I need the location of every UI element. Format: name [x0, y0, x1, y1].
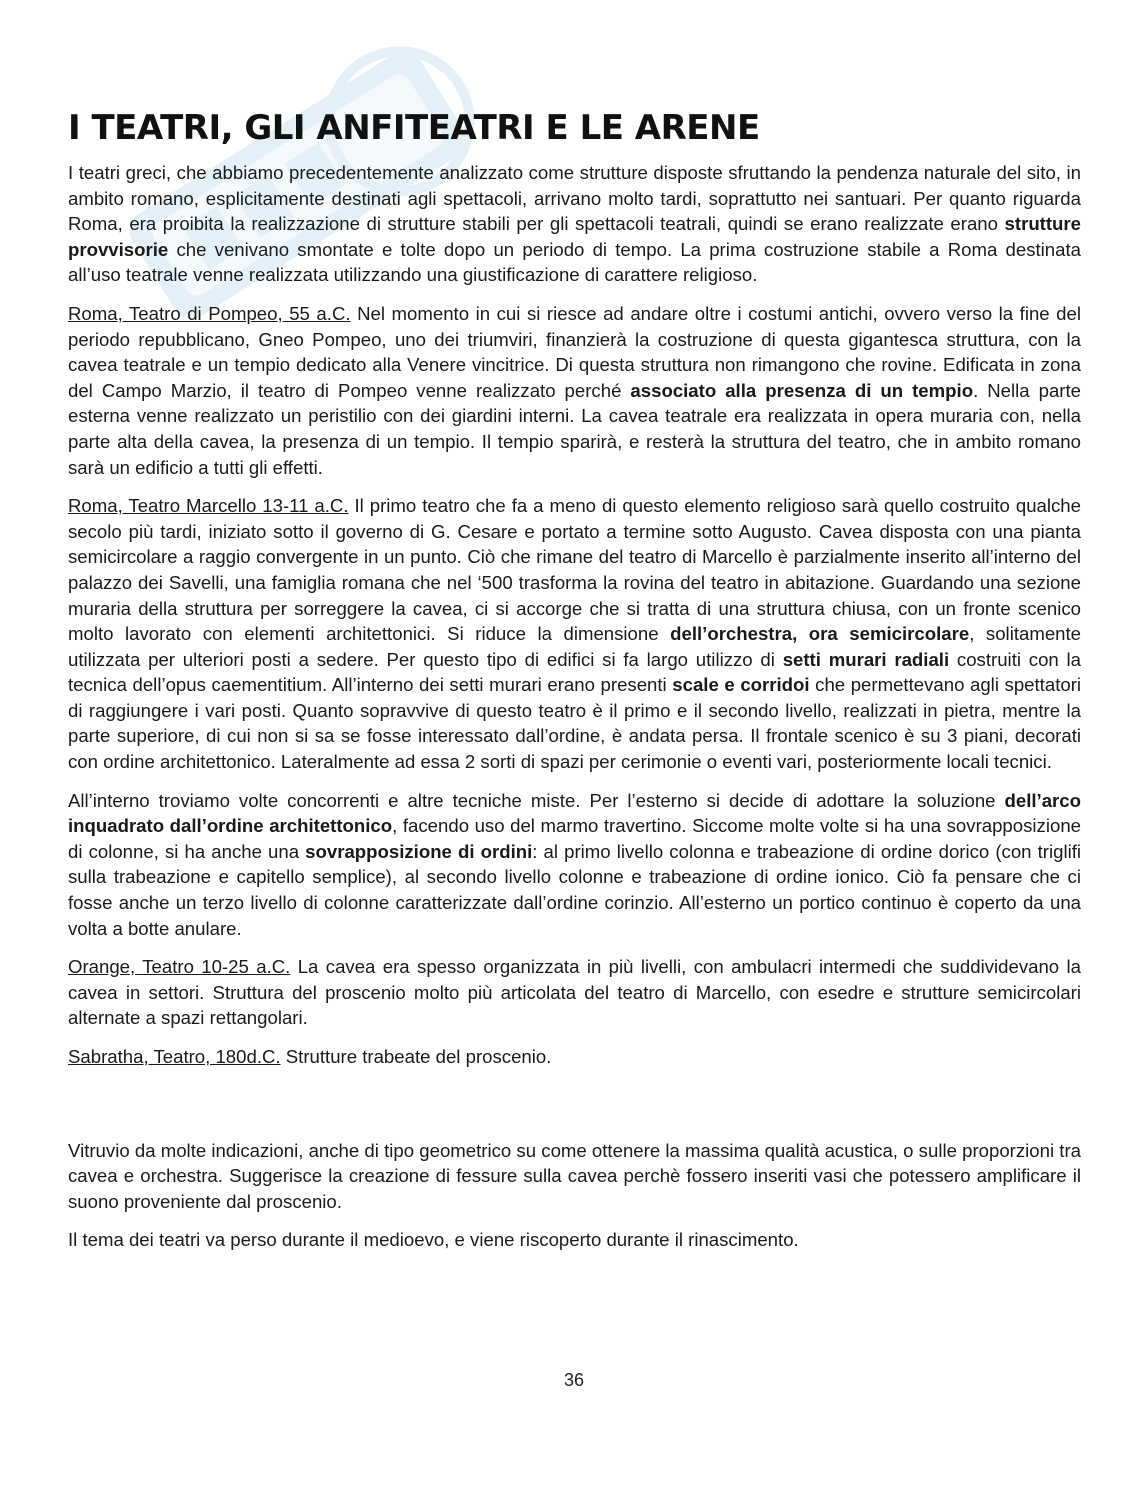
- page-number: 36: [563, 1370, 585, 1390]
- text: I teatri greci, che abbiamo precedentemente analizzato come strutture disposte sfruttando la pendenza naturale del sito, in ambito romano, esplicitamente destinati agli spettacoli, arrivano molto tardi, soprattutto nei santuari. Per quanto riguarda Roma, era proibita la realizzazione di strutture stabili per gli spettacoli teatrali, quindi se erano realizzate erano: [68, 162, 1081, 235]
- paragraph-orange: [68, 954, 1081, 1031]
- text: . Nella parte esterna venne realizzato un peristilio con dei giardini interni. La cavea teatrale era realizzata in opera muraria con, nella parte alta della cavea, la presenza di un tempio. Il tempio sparirà, e resterà la struttura del teatro, che in ambito romano sarà un edificio a tutti gli effetti.: [68, 379, 1081, 478]
- section-heading-pompeo: Roma, Teatro di Pompeo, 55 a.C.: [68, 302, 351, 324]
- paragraph-marcello: [68, 493, 1081, 775]
- text: Nel momento in cui si riesce ad andare oltre i costumi antichi, ovvero verso la fine del periodo repubblicano, Gneo Pompeo, uno dei triumviri, finanzierà la costruzione di questa gigantesca struttura, con la cavea teatrale e un tempio dedicato alla Venere vincitrice. Di questa struttura non rimangono che rovine. Edificata in zona del Campo Marzio, il teatro di Pompeo venne realizzato perché: [68, 302, 1081, 401]
- text: : al primo livello colonna e trabeazione di ordine dorico (con triglifi sulla trabeazione e capitello semplice), al secondo livello colonne e trabeazione di ordine ionico. Ciò fa pensare che ci fosse anche un terzo livello di colonne caratterizzate dall’ordine corinzio. All’esterno un portico continuo è coperto da una volta a botte anulare.: [68, 840, 1082, 939]
- section-heading-marcello: Roma, Teatro Marcello 13-11 a.C.: [68, 495, 349, 517]
- text: Il primo teatro che fa a meno di questo elemento religioso sarà quello costruito qualche secolo più tardi, iniziato sotto il governo di G. Cesare e portato a termine sotto Augusto. Cavea disposta con una pianta semicircolare a raggio convergente in un punto. Ciò che rimane del teatro di Marcello è parzialmente inserito all’interno del palazzo dei Savelli, una famiglia romana che nel ‘500 trasforma la rovina del teatro in abitazione. Guardando una sezione muraria della struttura per sorreggere la cavea, ci si accorge che si tratta di una struttura chiusa, con un fronte scenico molto lavorato con elementi architettonici. Si riduce la dimensione: [68, 495, 1081, 645]
- section-heading-orange: Orange, Teatro 10-25 a.C.: [68, 956, 291, 978]
- text: che venivano smontate e tolte dopo un periodo di tempo. La prima costruzione stabile a Roma destinata all’uso teatrale venne realizzata utilizzando una giustificazione di carattere religioso.: [68, 238, 1081, 286]
- bold-text: dell’arco inquadrato dall’ordine architettonico: [68, 789, 1081, 837]
- text: All’interno troviamo volte concorrenti e altre tecniche miste. Per l’esterno si decide di adottare la soluzione: [68, 789, 1005, 811]
- bold-text: scale e corridoi: [672, 674, 810, 696]
- text: costruiti con la tecnica dell’opus caementitium. All’interno dei setti murari erano presenti: [68, 648, 1082, 696]
- text: Strutture trabeate del proscenio.: [280, 1046, 552, 1067]
- text: che permettevano agli spettatori di raggiungere i vari posti. Quanto sopravvive di questo teatro è il primo e il secondo livello, realizzati in pietra, mentre la parte superiore, di cui non si sa se fosse interessato dall’ordine, è andata persa. Il frontale scenico è su 3 piani, decorati con ordine architettonico. Lateralmente ad essa 2 sorti di spazi per cerimonie o eventi vari, posteriormente locali tecnici.: [68, 674, 1082, 773]
- paragraph-interior: [68, 788, 1081, 942]
- bold-text: strutture provvisorie: [68, 213, 1081, 260]
- text: , solitamente utilizzata per ulteriori posti a sedere. Per questo tipo di edifici si fa largo utilizzo di: [68, 623, 1082, 670]
- bold-text: setti murari radiali: [782, 648, 950, 670]
- paragraph-intro: [68, 160, 1081, 288]
- page-title: I TEATRI, GLI ANFITEATRI E LE ARENE: [68, 108, 760, 148]
- page-content: [68, 108, 1081, 1266]
- paragraph-vitruvio: Vitruvio da molte indicazioni, anche di tipo geometrico su come ottenere la massima qualità acustica, o sulle proporzioni tra cavea e orchestra. Suggerisce la creazione di fessure sulla cavea perchè fossero inseriti vasi che potessero amplificare il suono proveniente dal proscenio.: [68, 1139, 1081, 1212]
- paragraph-pompeo: [68, 301, 1081, 480]
- bold-text: dell’orchestra, ora semicircolare: [670, 623, 970, 645]
- paragraph-sabratha: [68, 1044, 1081, 1070]
- text: , facendo uso del marmo travertino. Siccome molte volte si ha una sovrapposizione di colonne, si ha anche una: [68, 815, 1081, 862]
- section-heading-sabratha: Sabratha, Teatro, 180d.C.: [68, 1046, 281, 1067]
- paragraph-conclusion: Il tema dei teatri va perso durante il medioevo, e viene riscoperto durante il rinascimento.: [68, 1229, 799, 1251]
- bold-text: associato alla presenza di un tempio: [630, 379, 974, 401]
- spacer: [68, 1083, 1081, 1138]
- bold-text: sovrapposizione di ordini: [305, 840, 533, 862]
- text: La cavea era spesso organizzata in più livelli, con ambulacri intermedi che suddividevano la cavea in settori. Struttura del proscenio molto più articolata del teatro di Marcello, con esedre e strutture semicircolari alternate a spazi rettangolari.: [68, 956, 1081, 1029]
